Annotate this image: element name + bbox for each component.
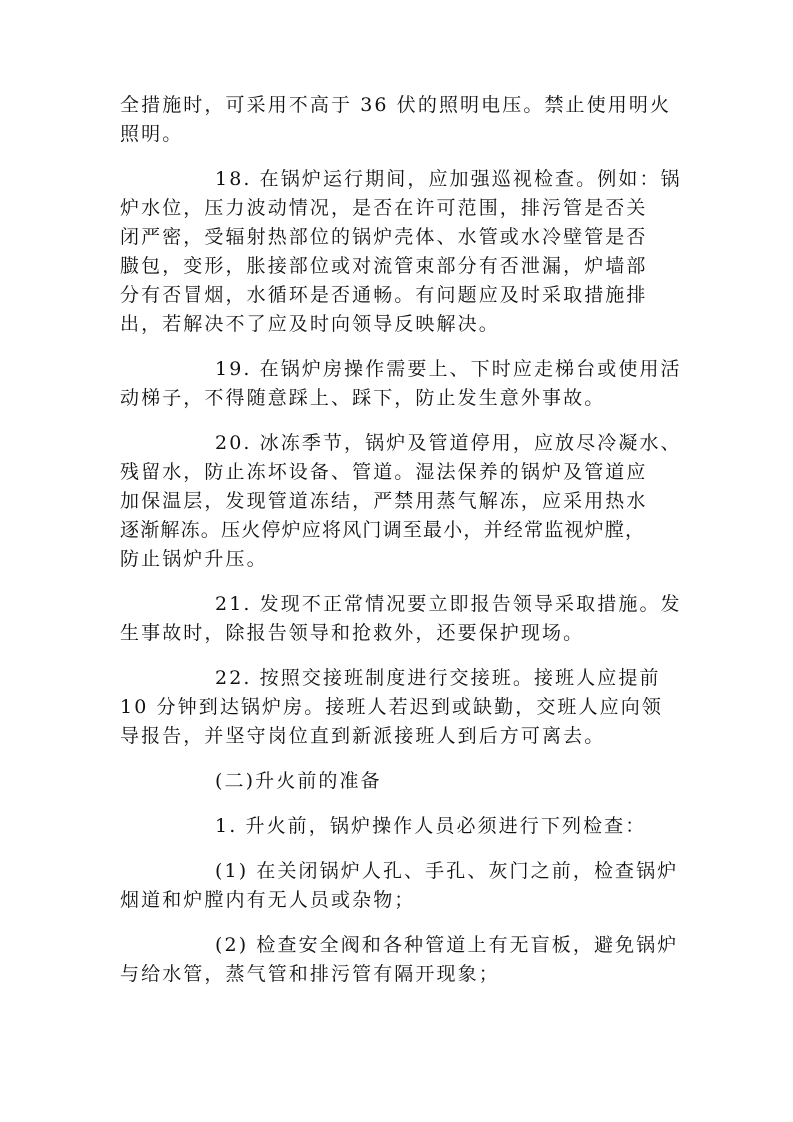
text-line: 分有否冒烟，水循环是否通畅。有问题应及时采取措施排 [120, 284, 648, 306]
text-line: 22. 按照交接班制度进行交接班。接班人应提前 [215, 667, 661, 689]
paragraph-section2-item-1 [120, 812, 665, 841]
text-line: 加保温层，发现管道冻结，严禁用蒸气解冻，应采用热水 [120, 490, 648, 512]
text-line: (二)升火前的准备 [215, 770, 382, 792]
text-line: 生事故时，除报告领导和抢救外，还要保护现场。 [120, 622, 585, 644]
text-line: 照明。 [120, 123, 184, 145]
text-line: 10 分钟到达锅炉房。接班人若迟到或缺勤，交班人应向领 [120, 696, 663, 718]
text-line: 防止锅炉升压。 [120, 548, 268, 570]
text-line: (1) 在关闭锅炉人孔、手孔、灰门之前，检查锅炉 [215, 860, 679, 882]
section-heading [120, 767, 665, 796]
text-line: 臌包，变形，胀接部位或对流管束部分有否泄漏，炉墙部 [120, 255, 648, 277]
text-line: 闭严密，受辐射热部位的锅炉壳体、水管或水冷壁管是否 [120, 226, 648, 248]
paragraph-section2-subitem-2 [120, 931, 679, 989]
text-line: 逐渐解冻。压火停炉应将风门调至最小，并经常监视炉膛， [120, 519, 646, 541]
text-line: 全措施时，可采用不高于 36 伏的照明电压。禁止使用明火 [120, 94, 672, 116]
text-line: 1. 升火前，锅炉操作人员必须进行下列检查： [215, 815, 647, 837]
text-line: 20. 冰冻季节，锅炉及管道停用，应放尽冷凝水、 [215, 432, 682, 454]
text-line: 动梯子，不得随意踩上、踩下，防止发生意外事故。 [120, 387, 606, 409]
paragraph-section2-subitem-1 [120, 857, 679, 915]
paragraph-item-20 [120, 429, 682, 574]
paragraph-item-19 [120, 355, 682, 413]
paragraph-item-17-continuation [120, 91, 672, 149]
text-line: 21. 发现不正常情况要立即报告领导采取措施。发 [215, 593, 682, 615]
text-line: 导报告，并坚守岗位直到新派接班人到后方可离去。 [120, 725, 606, 747]
text-line: 19. 在锅炉房操作需要上、下时应走梯台或使用活 [215, 358, 682, 380]
document-body [120, 91, 682, 1005]
text-line: 残留水，防止冻坏设备、管道。湿法保养的锅炉及管道应 [120, 461, 648, 483]
text-line: 出，若解决不了应及时向领导反映解决。 [120, 313, 500, 335]
text-line: 18. 在锅炉运行期间，应加强巡视检查。例如：锅 [215, 168, 682, 190]
paragraph-item-22 [120, 664, 665, 751]
paragraph-item-21 [120, 590, 682, 648]
text-line: 炉水位，压力波动情况，是否在许可范围，排污管是否关 [120, 197, 648, 219]
text-line: 与给水管，蒸气管和排污管有隔开现象； [120, 963, 500, 985]
text-line: 烟道和炉膛内有无人员或杂物； [120, 889, 416, 911]
text-line: (2) 检查安全阀和各种管道上有无盲板，避免锅炉 [215, 934, 679, 956]
paragraph-item-18 [120, 165, 682, 339]
